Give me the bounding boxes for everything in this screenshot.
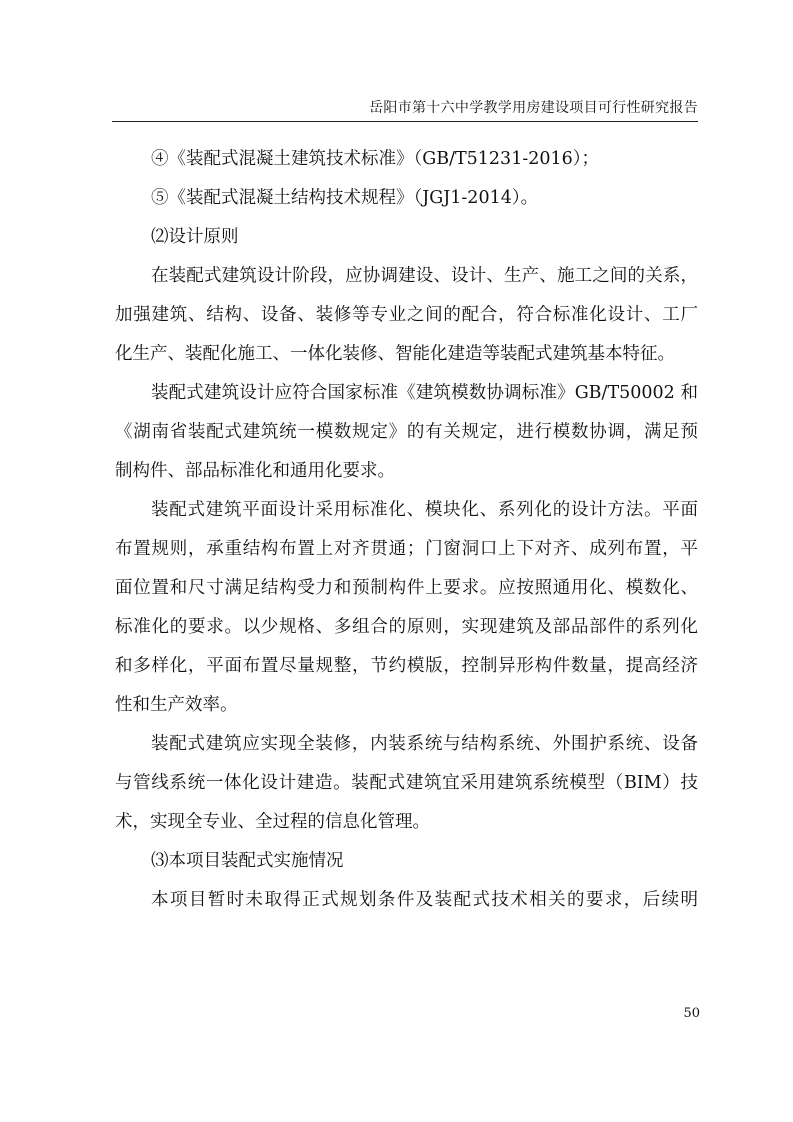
paragraph-line: 在装配式建筑设计阶段，应协调建设、设计、生产、施工之间的关系， bbox=[151, 266, 698, 286]
paragraph-line: 《湖南省装配式建筑统一模数规定》的有关规定，进行模数协调，满足预 bbox=[115, 422, 698, 442]
paragraph-line: 装配式建筑设计应符合国家标准《建筑模数协调标准》GB/T50002 和 bbox=[151, 383, 698, 403]
paragraph-line: 加强建筑、结构、设备、装修等专业之间的配合，符合标准化设计、工厂 bbox=[115, 305, 698, 325]
paragraph-line: 布置规则，承重结构布置上对齐贯通；门窗洞口上下对齐、成列布置，平 bbox=[115, 539, 698, 559]
standard-item-4: ④《装配式混凝土建筑技术标准》（GB/T51231-2016）； bbox=[151, 149, 600, 169]
page-body bbox=[115, 140, 698, 920]
section-heading-implementation: ⑶本项目装配式实施情况 bbox=[151, 851, 344, 871]
standard-item-5: ⑤《装配式混凝土结构技术规程》（JGJ1-2014）。 bbox=[151, 188, 539, 208]
paragraph-line: 和多样化，平面布置尽量规整，节约模版，控制异形构件数量，提高经济 bbox=[115, 656, 698, 676]
section-heading-design-principles: ⑵设计原则 bbox=[151, 227, 239, 247]
paragraph-line: 标准化的要求。以少规格、多组合的原则，实现建筑及部品部件的系列化 bbox=[115, 617, 698, 637]
page-number: 50 bbox=[683, 1006, 700, 1021]
paragraph-line: 与管线系统一体化设计建造。装配式建筑宜采用建筑系统模型（BIM）技 bbox=[115, 773, 698, 793]
running-header: 岳阳市第十六中学教学用房建设项目可行性研究报告 bbox=[369, 100, 698, 116]
paragraph-line: 化生产、装配化施工、一体化装修、智能化建造等装配式建筑基本特征。 bbox=[115, 344, 675, 364]
header-divider bbox=[112, 121, 698, 122]
paragraph-line: 面位置和尺寸满足结构受力和预制构件上要求。应按照通用化、模数化、 bbox=[115, 578, 698, 598]
paragraph-line: 装配式建筑应实现全装修，内装系统与结构系统、外围护系统、设备 bbox=[151, 734, 698, 754]
paragraph-line: 本项目暂时未取得正式规划条件及装配式技术相关的要求，后续明 bbox=[151, 890, 698, 910]
paragraph-line: 术，实现全专业、全过程的信息化管理。 bbox=[115, 812, 430, 832]
paragraph-line: 制构件、部品标准化和通用化要求。 bbox=[115, 461, 395, 481]
paragraph-line: 装配式建筑平面设计采用标准化、模块化、系列化的设计方法。平面 bbox=[151, 500, 698, 520]
paragraph-line: 性和生产效率。 bbox=[115, 695, 238, 715]
